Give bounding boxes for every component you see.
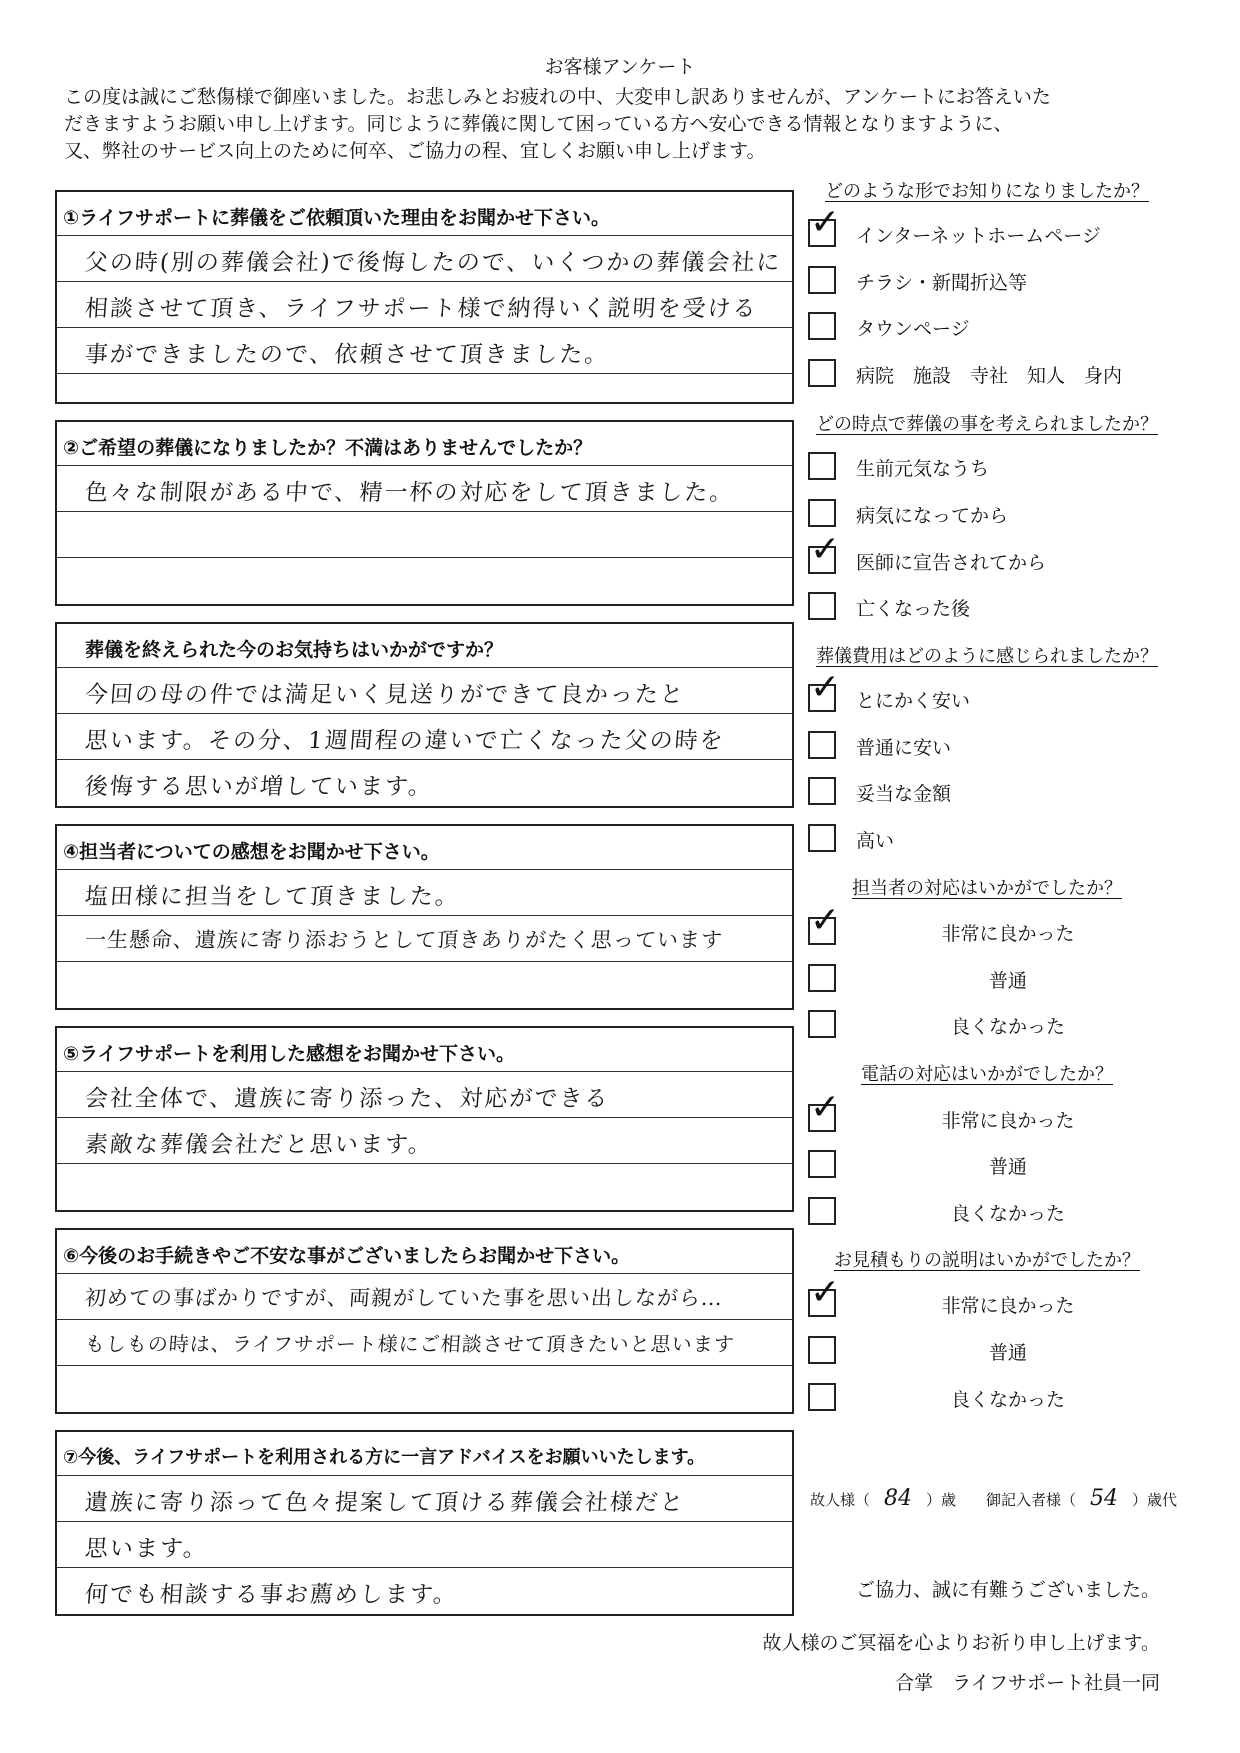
option-label: 病気になってから xyxy=(856,505,1009,527)
side-heading: 担当者の対応はいかがでしたか？ xyxy=(852,878,1122,899)
option-estimate-very-good[interactable] xyxy=(808,1272,1178,1323)
answer-line xyxy=(57,328,792,374)
handwritten-answer: 思います。その分、1週間程の違いで亡くなった父の時を xyxy=(83,728,726,754)
writer-age-label: 御記入者様（ xyxy=(986,1491,1077,1509)
handwritten-answer: 初めての事ばかりですが、両親がしていた事を思い出しながら… xyxy=(84,1286,724,1310)
answer-line xyxy=(57,962,792,1008)
answer-line xyxy=(57,282,792,328)
option-phone-normal[interactable] xyxy=(808,1150,1178,1184)
option-label: 医師に宣告されてから xyxy=(856,552,1047,574)
handwritten-answer: 相談させて頂き、ライフサポート様で納得いく説明を受ける xyxy=(83,296,759,322)
option-referral[interactable] xyxy=(808,359,1178,393)
checkbox[interactable] xyxy=(808,777,836,805)
question-box-2 xyxy=(55,420,794,606)
handwritten-answer: 父の時(別の葬儀会社)で後悔したので、いくつかの葬儀会社に xyxy=(83,250,783,276)
option-label: 亡くなった後 xyxy=(856,598,971,620)
handwritten-answer: もしもの時は、ライフサポート様にご相談させて頂きたいと思います xyxy=(84,1332,736,1356)
checkbox[interactable] xyxy=(808,1150,836,1178)
option-label: 非常に良かった xyxy=(941,923,1075,945)
question-heading: ②ご希望の葬儀になりましたか？不満はありませんでしたか？ xyxy=(57,422,792,466)
answer-line xyxy=(57,374,792,402)
answer-line xyxy=(57,236,792,282)
option-staff-normal[interactable] xyxy=(808,964,1178,998)
handwritten-answer: 今回の母の件では満足いく見送りができて良かったと xyxy=(83,682,686,708)
answer-line xyxy=(57,1522,792,1568)
side-heading: 電話の対応はいかがでしたか？ xyxy=(861,1064,1113,1085)
option-label: 良くなかった xyxy=(950,1016,1065,1038)
handwritten-answer: 会社全体で、遺族に寄り添った、対応ができる xyxy=(83,1086,611,1112)
option-fair[interactable] xyxy=(808,777,1178,811)
option-before[interactable] xyxy=(808,452,1178,486)
option-internet[interactable] xyxy=(808,202,1178,253)
handwritten-answer: 遺族に寄り添って色々提案して頂ける葬儀会社様だと xyxy=(83,1490,686,1516)
condolence-text: 故人様のご冥福を心よりお祈り申し上げます。 xyxy=(762,1632,1160,1654)
handwritten-answer: 素敵な葬儀会社だと思います。 xyxy=(83,1132,434,1158)
answer-line xyxy=(57,668,792,714)
option-label: インターネットホームページ xyxy=(856,225,1101,247)
option-phone-bad[interactable] xyxy=(808,1197,1178,1231)
deceased-age-unit: ）歳 xyxy=(926,1491,957,1509)
checkbox[interactable] xyxy=(808,1336,836,1364)
signature-text: 合掌 ライフサポート社員一同 xyxy=(895,1672,1160,1694)
option-label: チラシ・新聞折込等 xyxy=(856,272,1028,294)
question-box-6 xyxy=(55,1228,794,1414)
handwritten-answer: 思います。 xyxy=(83,1536,209,1562)
checkbox[interactable] xyxy=(808,359,836,387)
checkbox[interactable] xyxy=(808,452,836,480)
intro-text xyxy=(64,84,1184,165)
option-staff-bad[interactable] xyxy=(808,1010,1178,1044)
checkbox[interactable] xyxy=(808,731,836,759)
option-label: 普通 xyxy=(988,1342,1027,1364)
intro-line: だきますようお願い申し上げます。同じように葬儀に関して困っている方へ安心できる情報となりますように、 xyxy=(64,113,1013,135)
answer-line xyxy=(57,1366,792,1412)
question-heading: ①ライフサポートに葬儀をご依頼頂いた理由をお聞かせ下さい。 xyxy=(57,192,792,236)
answer-line xyxy=(57,1118,792,1164)
question-box-1 xyxy=(55,190,794,404)
answer-line xyxy=(57,1320,792,1366)
answer-line xyxy=(57,1476,792,1522)
deceased-age-field xyxy=(810,1486,956,1511)
side-heading: どのような形でお知りになりましたか？ xyxy=(825,181,1149,202)
answer-line xyxy=(57,1274,792,1320)
question-heading: 葬儀を終えられた今のお気持ちはいかがですか？ xyxy=(57,624,792,668)
writer-age-value: 54 xyxy=(1090,1486,1119,1511)
intro-line: 又、弊社のサービス向上のために何卒、ご協力の程、宜しくお願い申し上げます。 xyxy=(64,140,766,162)
handwritten-answer: 塩田様に担当をして頂きました。 xyxy=(83,884,461,910)
side-heading: どの時点で葬儀の事を考えられましたか？ xyxy=(816,414,1158,435)
option-estimate-bad[interactable] xyxy=(808,1383,1178,1417)
checkbox[interactable] xyxy=(808,1010,836,1038)
checkbox[interactable] xyxy=(808,1383,836,1411)
option-expensive[interactable] xyxy=(808,824,1178,858)
option-cheap[interactable] xyxy=(808,731,1178,765)
handwritten-answer: 事ができましたので、依頼させて頂きました。 xyxy=(83,342,611,368)
option-label: 良くなかった xyxy=(950,1203,1065,1225)
checkbox[interactable] xyxy=(808,312,836,340)
check-mark-icon: ✓ xyxy=(810,1272,841,1313)
question-box-4 xyxy=(55,824,794,1010)
option-after-death[interactable] xyxy=(808,592,1178,626)
checkbox[interactable] xyxy=(808,266,836,294)
answer-line xyxy=(57,714,792,760)
option-phone-very-good[interactable] xyxy=(808,1087,1178,1138)
check-mark-icon: ✓ xyxy=(810,667,841,708)
checkbox[interactable] xyxy=(808,964,836,992)
option-label: 良くなかった xyxy=(950,1389,1065,1411)
option-diagnosis[interactable] xyxy=(808,529,1178,580)
answer-line xyxy=(57,512,792,558)
thanks-text: ご協力、誠に有難うございました。 xyxy=(855,1579,1160,1601)
answer-line xyxy=(57,870,792,916)
option-flyer[interactable] xyxy=(808,266,1178,300)
question-heading: ⑦今後、ライフサポートを利用される方に一言アドバイスをお願いいたします。 xyxy=(57,1432,792,1476)
option-townpage[interactable] xyxy=(808,312,1178,346)
option-label: 非常に良かった xyxy=(941,1295,1075,1317)
option-label: とにかく安い xyxy=(856,690,971,712)
question-box-7 xyxy=(55,1430,794,1616)
answer-line xyxy=(57,760,792,806)
handwritten-answer: 一生懸命、遺族に寄り添おうとして頂きありがたく思っています xyxy=(84,928,724,952)
checkbox[interactable] xyxy=(808,1197,836,1225)
option-label: 病院 施設 寺社 知人 身内 xyxy=(856,365,1123,387)
writer-age-field xyxy=(986,1486,1177,1511)
question-box-5 xyxy=(55,1026,794,1212)
checkbox[interactable] xyxy=(808,592,836,620)
option-label: 普通に安い xyxy=(856,737,952,759)
check-mark-icon: ✓ xyxy=(810,529,841,570)
checkbox[interactable] xyxy=(808,824,836,852)
handwritten-answer: 後悔する思いが増しています。 xyxy=(83,774,434,800)
answer-line xyxy=(57,916,792,962)
option-label: 普通 xyxy=(988,1156,1027,1178)
writer-age-unit: ）歳代 xyxy=(1132,1491,1178,1509)
option-label: 妥当な金額 xyxy=(856,783,952,805)
answer-line xyxy=(57,558,792,604)
option-staff-very-good[interactable] xyxy=(808,900,1178,951)
option-label: 生前元気なうち xyxy=(856,458,990,480)
check-mark-icon: ✓ xyxy=(810,1087,841,1128)
question-heading: ⑥今後のお手続きやご不安な事がございましたらお聞かせ下さい。 xyxy=(57,1230,792,1274)
question-box-3 xyxy=(55,622,794,808)
check-mark-icon: ✓ xyxy=(810,900,841,941)
side-heading: お見積もりの説明はいかがでしたか？ xyxy=(834,1250,1140,1271)
option-very-cheap[interactable] xyxy=(808,667,1178,718)
question-heading: ⑤ライフサポートを利用した感想をお聞かせ下さい。 xyxy=(57,1028,792,1072)
option-label: 高い xyxy=(856,830,895,852)
option-estimate-normal[interactable] xyxy=(808,1336,1178,1370)
handwritten-answer: 色々な制限がある中で、精一杯の対応をして頂きました。 xyxy=(83,480,736,506)
checkbox[interactable] xyxy=(808,499,836,527)
answer-line xyxy=(57,1568,792,1614)
survey-title: お客様アンケート xyxy=(544,56,696,78)
option-label: 普通 xyxy=(988,970,1027,992)
deceased-age-value: 84 xyxy=(884,1486,913,1511)
intro-line: この度は誠にご愁傷様で御座いました。お悲しみとお疲れの中、大変申し訳ありませんが、アンケートにお答えいた xyxy=(64,86,1051,108)
side-heading: 葬儀費用はどのように感じられましたか？ xyxy=(816,646,1158,667)
answer-line xyxy=(57,1164,792,1210)
answer-line xyxy=(57,466,792,512)
option-label: 非常に良かった xyxy=(941,1110,1075,1132)
answer-line xyxy=(57,1072,792,1118)
check-mark-icon: ✓ xyxy=(810,202,841,243)
option-illness[interactable] xyxy=(808,499,1178,533)
question-heading: ④担当者についての感想をお聞かせ下さい。 xyxy=(57,826,792,870)
deceased-age-label: 故人様（ xyxy=(810,1491,871,1509)
handwritten-answer: 何でも相談する事お薦めします。 xyxy=(83,1582,459,1608)
option-label: タウンページ xyxy=(856,318,970,340)
